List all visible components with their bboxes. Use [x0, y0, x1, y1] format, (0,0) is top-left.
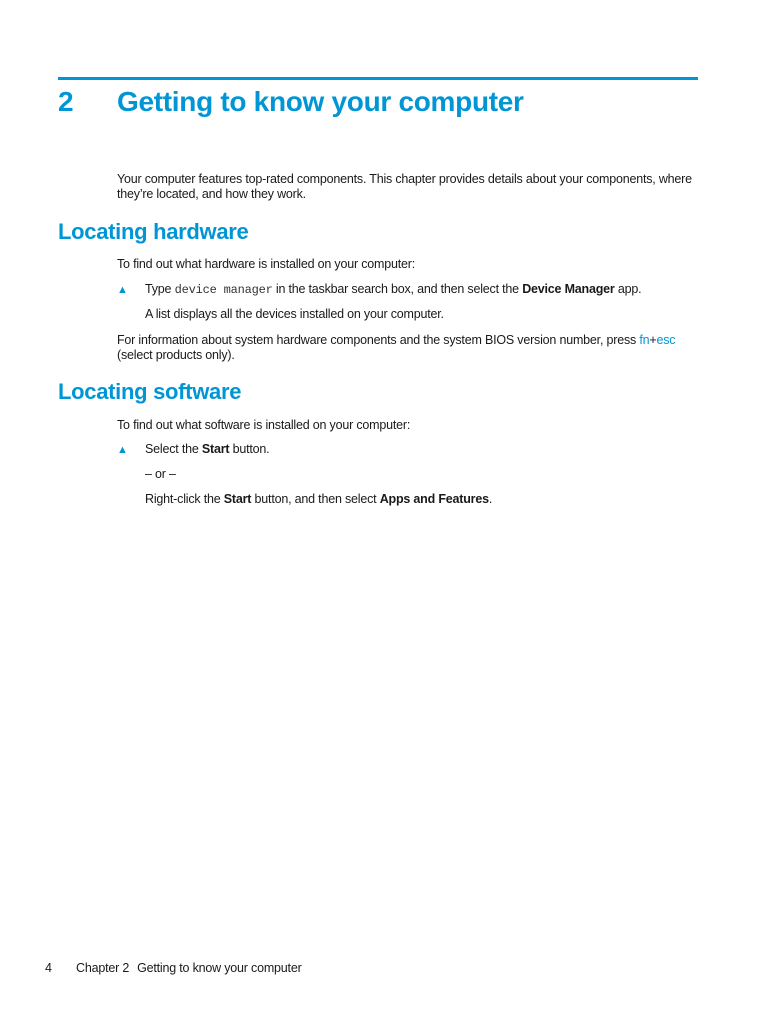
chapter-title-text: Getting to know your computer — [117, 86, 524, 117]
header-rule — [58, 77, 698, 80]
start-label: Start — [223, 492, 252, 506]
triangle-bullet-icon: ▲ — [117, 284, 128, 296]
triangle-bullet-icon: ▲ — [117, 444, 128, 456]
key-fn: fn — [639, 333, 650, 347]
page-number: 4 — [45, 961, 52, 975]
software-lead: To find out what software is installed on your computer: — [117, 418, 411, 432]
section-heading-software: Locating software — [58, 379, 242, 404]
code-device-manager: device manager — [174, 283, 273, 297]
hardware-info-paragraph: For information about system hardware components and the system BIOS version number, press fn+esc (select products only). — [117, 333, 676, 362]
chapter-number: 2 — [58, 86, 74, 117]
software-step-text: Select the Start button. — [145, 442, 270, 456]
start-label: Start — [201, 442, 230, 456]
apps-and-features-label: Apps and Features — [379, 492, 489, 506]
software-alt-step: Right-click the Start button, and then select Apps and Features. — [145, 492, 493, 506]
hardware-lead: To find out what hardware is installed on your computer: — [117, 257, 415, 271]
intro-paragraph: Your computer features top-rated components. This chapter provides details about your components, where they’re located, and how they work. — [117, 172, 692, 201]
section-heading-hardware: Locating hardware — [58, 219, 249, 244]
chapter-title — [58, 86, 524, 118]
device-manager-label: Device Manager — [522, 282, 615, 296]
footer-chapter: Chapter 2 Getting to know your computer — [76, 961, 302, 975]
hardware-result: A list displays all the devices installed on your computer. — [145, 307, 444, 321]
key-esc: esc — [656, 333, 676, 347]
hardware-step-text: Type device manager in the taskbar search box, and then select the Device Manager app. — [145, 282, 642, 297]
or-separator: – or – — [145, 467, 176, 481]
